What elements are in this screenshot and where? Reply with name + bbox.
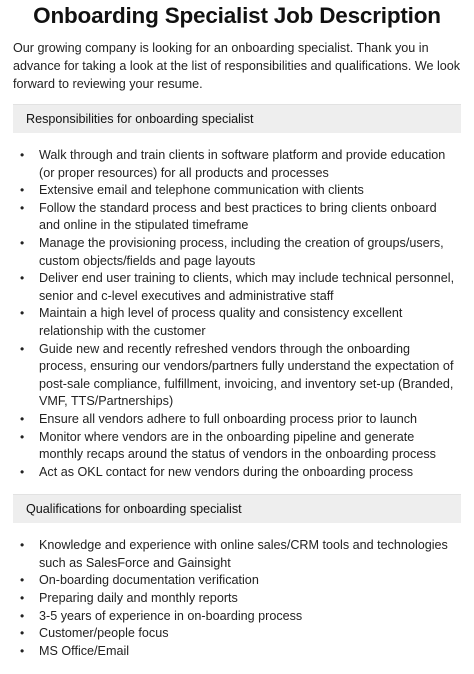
bullet-icon: •	[20, 608, 25, 623]
qualifications-item	[20, 572, 461, 590]
responsibilities-item-text: Maintain a high level of process quality and consistency excellent relationship with the customer	[39, 306, 403, 338]
qualifications-item-text: Customer/people focus	[39, 626, 169, 641]
qualifications-item	[20, 643, 461, 661]
bullet-icon: •	[20, 591, 25, 606]
bullet-icon: •	[20, 148, 25, 162]
bullet-icon: •	[20, 429, 25, 444]
responsibilities-item-text: Manage the provisioning process, including the creation of groups/users, custom objects/fields and page layouts	[39, 235, 444, 268]
responsibilities-item-text: Act as OKL contact for new vendors during the onboarding process	[39, 464, 414, 479]
qualifications-item-text: Knowledge and experience with online sales/CRM tools and technologies such as SalesForce and Gainsight	[39, 538, 448, 570]
qualifications-item-text: MS Office/Email	[39, 643, 130, 658]
qualifications-heading	[13, 494, 461, 523]
bullet-icon: •	[20, 643, 25, 658]
responsibilities-item	[20, 147, 461, 182]
qualifications-item	[20, 625, 461, 643]
bullet-icon: •	[20, 411, 25, 426]
qualifications-item-text: On-boarding documentation verification	[39, 573, 259, 588]
bullet-icon: •	[20, 306, 25, 321]
responsibilities-item	[20, 305, 461, 340]
intro-paragraph: Our growing company is looking for an onboarding specialist. Thank you in advance for taking a look at the list of responsibilities and qualifications. We look forward to reviewing your resume.	[13, 41, 461, 91]
bullet-icon: •	[20, 626, 25, 641]
bullet-icon: •	[20, 235, 25, 250]
responsibilities-item-text: Monitor where vendors are in the onboarding pipeline and generate monthly recaps around the status of vendors in the onboarding process	[39, 429, 436, 462]
bullet-icon: •	[20, 200, 25, 215]
responsibilities-heading	[13, 104, 461, 133]
responsibilities-item-text: Walk through and train clients in software platform and provide education (or proper resources) for all products and processes	[39, 148, 446, 180]
responsibilities-item	[20, 464, 461, 482]
responsibilities-item	[20, 182, 461, 200]
qualifications-item-text: Preparing daily and monthly reports	[39, 591, 238, 606]
qualifications-item	[20, 608, 461, 626]
responsibilities-item	[20, 235, 461, 270]
bullet-icon: •	[20, 573, 25, 588]
bullet-icon: •	[20, 271, 25, 286]
bullet-icon: •	[20, 183, 25, 198]
responsibilities-item	[20, 270, 461, 305]
responsibilities-list	[13, 147, 461, 481]
qualifications-list	[13, 537, 461, 660]
qualifications-item	[20, 537, 461, 572]
responsibilities-item-text: Deliver end user training to clients, which may include technical personnel, senior and c-level executives and administrative staff	[39, 271, 455, 303]
bullet-icon: •	[20, 464, 25, 479]
bullet-icon: •	[20, 341, 25, 356]
responsibilities-heading-text: Responsibilities for onboarding specialist	[26, 112, 254, 126]
qualifications-heading-text: Qualifications for onboarding specialist	[26, 502, 242, 517]
qualifications-item	[20, 590, 461, 608]
page-title: Onboarding Specialist Job Description	[33, 3, 441, 28]
responsibilities-item	[20, 200, 461, 235]
responsibilities-item	[20, 341, 461, 411]
bullet-icon: •	[20, 538, 25, 553]
responsibilities-item-text: Extensive email and telephone communication with clients	[39, 183, 364, 198]
qualifications-item-text: 3-5 years of experience in on-boarding process	[39, 608, 303, 623]
responsibilities-item-text: Ensure all vendors adhere to full onboarding process prior to launch	[39, 411, 418, 426]
responsibilities-item-text: Guide new and recently refreshed vendors through the onboarding process, ensuring our vendors/partners fully understand the expectation of post-sale compliance, fulfillment, invoicing, and inventory set-up (Branded, VMF, TTS/Partnerships)	[39, 341, 454, 409]
responsibilities-item	[20, 429, 461, 464]
responsibilities-item-text: Follow the standard process and best practices to bring clients onboard and online in the stipulated timeframe	[39, 200, 437, 233]
responsibilities-item	[20, 411, 461, 429]
